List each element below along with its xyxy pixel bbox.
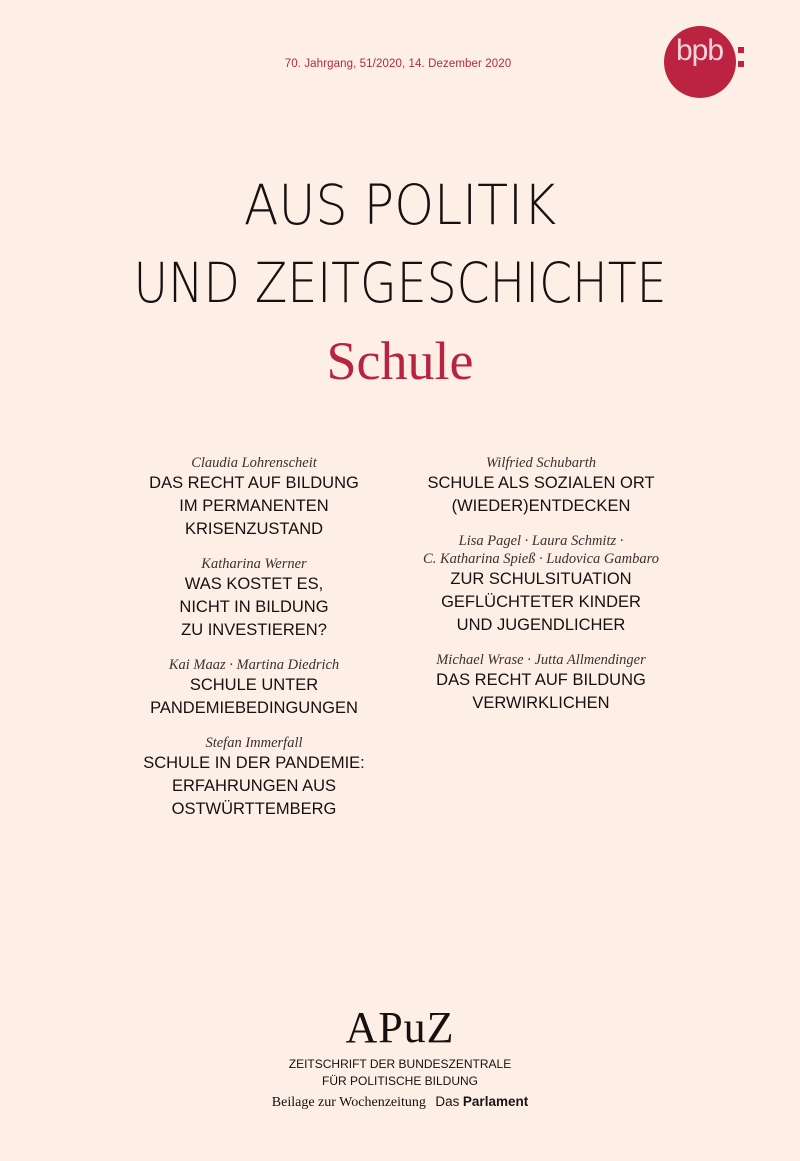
title-line: WAS KOSTET ES, xyxy=(184,575,324,593)
title-line: NICHT IN BILDUNG xyxy=(179,598,329,616)
title-line: OSTWÜRTTEMBERG xyxy=(171,800,337,818)
article-title xyxy=(104,752,404,821)
article-author: Stefan Immerfall xyxy=(205,735,303,751)
article[interactable] xyxy=(391,454,691,518)
title-line: SCHULE UNTER xyxy=(189,676,319,694)
publisher-line: FÜR POLITISCHE BILDUNG xyxy=(321,1074,479,1088)
article[interactable] xyxy=(104,656,404,720)
article-title xyxy=(391,669,691,715)
publisher-line: ZEITSCHRIFT DER BUNDESZENTRALE xyxy=(288,1057,512,1071)
author-line: C. Katharina Spieß · Ludovica Gambaro xyxy=(423,551,659,567)
title-line-1: AUS POLITIK xyxy=(243,173,557,237)
logo-colon xyxy=(738,45,744,70)
article-title xyxy=(104,472,404,541)
title-line: GEFLÜCHTETER KINDER xyxy=(441,593,641,611)
logo-text: bpb xyxy=(676,34,724,67)
author-line: Lisa Pagel · Laura Schmitz · xyxy=(458,533,624,549)
title-line: ZU INVESTIEREN? xyxy=(181,621,327,639)
newspaper-name-part1: Das xyxy=(435,1094,460,1109)
article-author: Wilfried Schubarth xyxy=(486,455,596,471)
article-author: Claudia Lohrenscheit xyxy=(191,455,317,471)
article-title xyxy=(391,472,691,518)
article-author xyxy=(391,532,691,568)
articles-left-column xyxy=(104,454,404,835)
title-line: VERWIRKLICHEN xyxy=(472,694,610,712)
magazine-title xyxy=(0,166,800,322)
supplement-prefix: Beilage zur Wochenzeitung xyxy=(271,1095,426,1110)
title-line: ERFAHRUNGEN AUS xyxy=(171,777,337,795)
article-title xyxy=(104,674,404,720)
article-author: Kai Maaz · Martina Diedrich xyxy=(168,657,340,673)
article[interactable] xyxy=(104,734,404,821)
title-line: (WIEDER)ENTDECKEN xyxy=(451,497,631,515)
issue-line: 70. Jahrgang, 51/2020, 14. Dezember 2020 xyxy=(284,58,512,70)
title-line: SCHULE ALS SOZIALEN ORT xyxy=(427,474,655,492)
article-title xyxy=(391,568,691,637)
article-title xyxy=(104,573,404,642)
articles-right-column xyxy=(391,454,691,729)
article-author: Michael Wrase · Jutta Allmendinger xyxy=(436,652,646,668)
supplement-note xyxy=(0,1093,800,1112)
issue-topic: Schule xyxy=(326,331,474,391)
newspaper-name-part2: Parlament xyxy=(462,1094,529,1109)
title-line: UND JUGENDLICHER xyxy=(456,616,626,634)
publisher-name xyxy=(0,1056,800,1090)
title-line: IM PERMANENTEN xyxy=(179,497,329,515)
title-line: DAS RECHT AUF BILDUNG xyxy=(436,671,646,689)
title-line: PANDEMIEBEDINGUNGEN xyxy=(150,699,358,717)
title-line-2: UND ZEITGESCHICHTE xyxy=(133,251,667,315)
article[interactable] xyxy=(104,555,404,642)
title-line: ZUR SCHULSITUATION xyxy=(450,570,632,588)
article[interactable] xyxy=(104,454,404,541)
title-line: KRISENZUSTAND xyxy=(184,520,324,538)
title-line: DAS RECHT AUF BILDUNG xyxy=(149,474,359,492)
title-line: SCHULE IN DER PANDEMIE: xyxy=(143,754,365,772)
article[interactable] xyxy=(391,532,691,637)
article-author: Katharina Werner xyxy=(201,556,307,572)
apuz-brand: APuZ xyxy=(345,1003,455,1052)
article[interactable] xyxy=(391,651,691,715)
cover-footer xyxy=(0,1003,800,1112)
